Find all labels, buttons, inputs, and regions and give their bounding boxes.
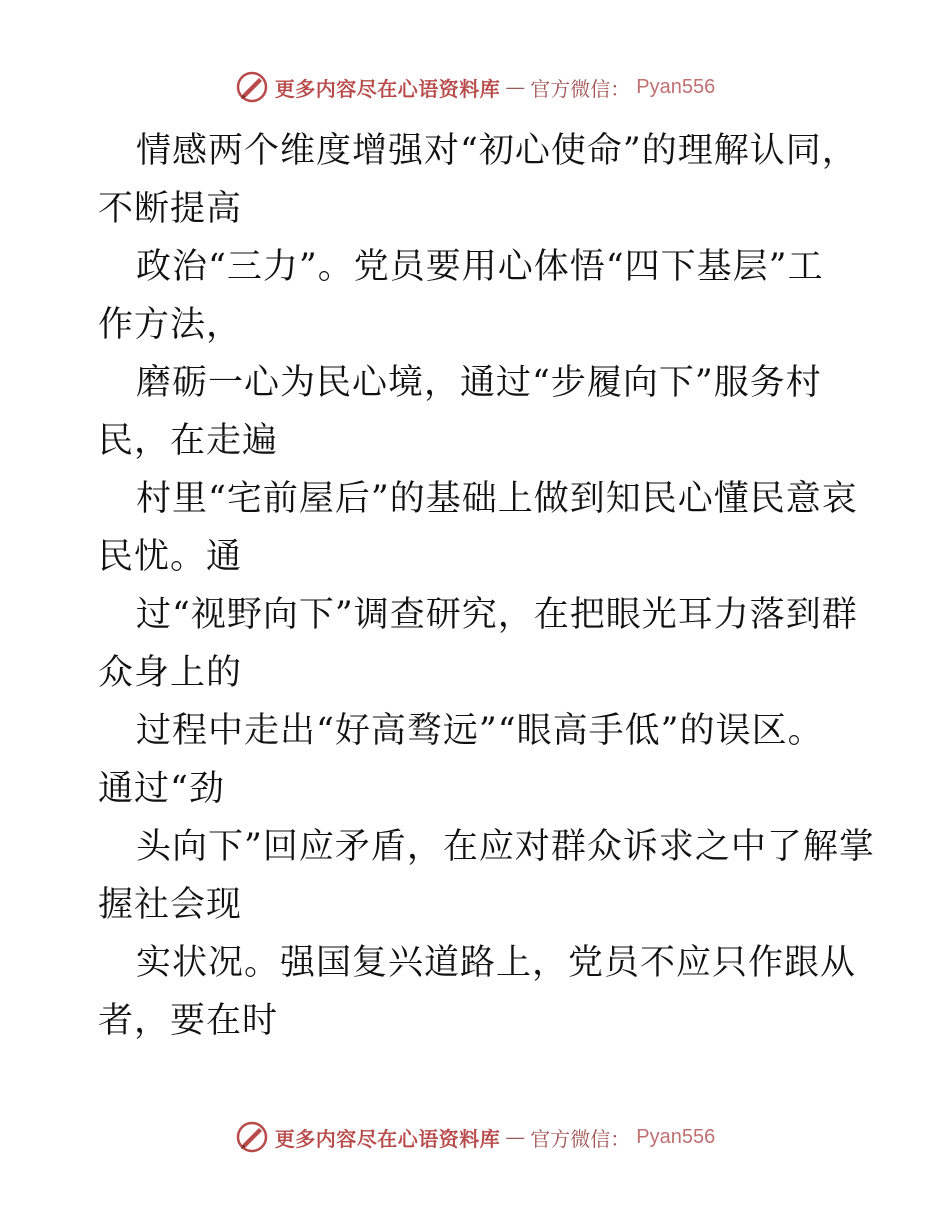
text-line: 情感两个维度增强对“初心使命”的理解认同， (136, 131, 858, 171)
watermark-wechat-id: Pyan556 (636, 1125, 716, 1148)
pen-logo-icon (235, 70, 269, 104)
watermark-brand: 更多内容尽在心语资料库 (274, 1126, 501, 1151)
watermark-dash: — (506, 1126, 525, 1147)
text-line: 村里“宅前屋后”的基础上做到知民心懂民意哀 (136, 479, 858, 519)
watermark-brand: 更多内容尽在心语资料库 (274, 76, 501, 101)
text-line: 者，要在时 (98, 1001, 279, 1041)
text-line: 作方法， (98, 305, 243, 345)
text-line: 过程中走出“好高骛远”“眼高手低”的误区。 (136, 711, 824, 751)
text-line: 过“视野向下”调查研究，在把眼光耳力落到群 (136, 595, 858, 635)
text-line: 不断提高 (98, 189, 243, 229)
text-line: 政治“三力”。党员要用心体悟“四下基层”工 (136, 247, 824, 287)
text-line: 民忧。通 (98, 537, 243, 577)
text-line: 民，在走遍 (98, 421, 279, 461)
header-watermark (0, 70, 950, 104)
text-line: 握社会现 (98, 885, 243, 925)
text-line: 通过“劲 (98, 769, 225, 809)
footer-watermark (0, 1120, 950, 1154)
pen-logo-icon (235, 1120, 269, 1154)
watermark-wechat-label: 官方微信： (530, 76, 631, 101)
text-line: 众身上的 (98, 653, 243, 693)
watermark-dash: — (506, 76, 525, 97)
text-line: 头向下”回应矛盾，在应对群众诉求之中了解掌 (136, 827, 875, 867)
body-text (98, 122, 875, 1050)
text-line: 实状况。强国复兴道路上，党员不应只作跟从 (136, 943, 857, 983)
watermark-wechat-id: Pyan556 (636, 75, 716, 98)
text-line: 磨砺一心为民心境，通过“步履向下”服务村 (136, 363, 822, 403)
watermark-wechat-label: 官方微信： (530, 1126, 631, 1151)
